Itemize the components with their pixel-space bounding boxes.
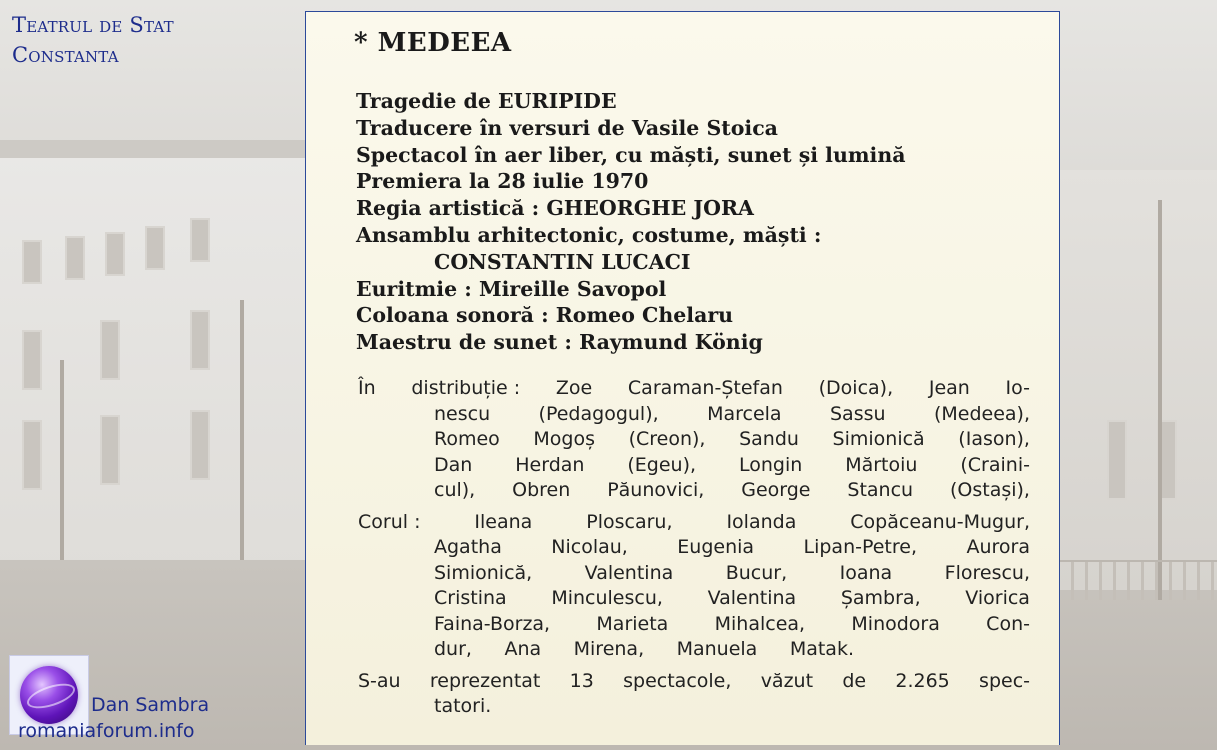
- chorus-line: [358, 561, 1030, 587]
- credit-line: Traducere în versuri de Vasile Stoica: [356, 115, 778, 140]
- performances-line: [358, 694, 1030, 720]
- word: Herdan: [515, 453, 585, 476]
- word: Marieta: [596, 612, 669, 635]
- chorus-line: [358, 612, 1030, 638]
- building-window: [190, 310, 210, 370]
- word: Simionică,: [434, 561, 533, 584]
- word: Lipan-Petre,: [803, 536, 918, 558]
- word: (Creon),: [628, 428, 706, 450]
- credit-line: Spectacol în aer liber, cu măști, sunet și lumină: [356, 142, 906, 167]
- word: (Pedagogul),: [538, 402, 659, 425]
- word: cul),: [434, 479, 476, 501]
- word: nescu: [434, 402, 491, 425]
- building-window: [145, 226, 165, 270]
- building-window: [22, 330, 42, 390]
- word: Corul :: [358, 510, 421, 533]
- cast-line: [358, 453, 1030, 479]
- word: Agatha: [434, 536, 502, 558]
- word: Faina-Borza,: [434, 612, 551, 635]
- watermark-author: Dan Sambra: [91, 694, 210, 716]
- word: Minodora: [851, 612, 940, 635]
- building-right: [1057, 170, 1217, 590]
- word: Sassu: [830, 402, 886, 425]
- word: (Doica),: [818, 377, 894, 399]
- word: S-au: [358, 669, 401, 692]
- cast-line: [358, 478, 1030, 504]
- program-page: [305, 11, 1060, 745]
- word: Matak.: [789, 638, 854, 660]
- word: Io-: [1005, 377, 1030, 399]
- chorus-line: [358, 637, 1030, 663]
- word: Cristina: [434, 587, 507, 609]
- word: Longin: [738, 453, 803, 476]
- word: reprezentat: [429, 669, 541, 692]
- building-window: [22, 240, 42, 284]
- credit-line: Ansamblu arhitectonic, costume, măști :: [356, 222, 822, 247]
- word: Obren: [512, 479, 571, 501]
- chorus-paragraph: [358, 510, 1030, 663]
- cast-line: [358, 402, 1030, 428]
- word: distribuție :: [411, 377, 521, 399]
- word: Florescu,: [944, 561, 1030, 584]
- building-window: [190, 218, 210, 262]
- chorus-line: [358, 535, 1030, 561]
- theater-logo-line2: Constanta: [12, 43, 119, 67]
- word: (Craini-: [960, 453, 1030, 476]
- word: 13: [569, 669, 594, 692]
- word: Eugenia: [677, 536, 755, 558]
- word: Marcela: [707, 402, 782, 425]
- credit-line: Premiera la 28 iulie 1970: [356, 169, 649, 194]
- theater-logo-line1: Teatrul de Stat: [12, 13, 174, 37]
- word: (Medeea),: [933, 402, 1030, 425]
- cast-line: [358, 376, 1030, 402]
- word: Sandu: [739, 428, 799, 450]
- word: Valentina: [584, 561, 674, 584]
- word: (Egeu),: [627, 453, 697, 476]
- word: Mogoș: [533, 428, 595, 450]
- word: Ploscaru,: [586, 510, 673, 533]
- word: spectacole,: [623, 669, 732, 692]
- word: Stancu: [847, 479, 914, 501]
- word: Mihalcea,: [714, 612, 806, 635]
- building-window: [100, 320, 120, 380]
- word: Copăceanu-Mugur,: [850, 510, 1030, 533]
- word: Ioana: [839, 561, 893, 584]
- word: Păunovici,: [607, 479, 705, 501]
- credit-line: CONSTANTIN LUCACI: [434, 249, 691, 274]
- word: Manuela: [676, 638, 758, 660]
- tree-trunk: [240, 300, 244, 560]
- word: tatori.: [434, 695, 492, 717]
- tree-trunk: [60, 360, 64, 560]
- word: Iolanda: [726, 510, 797, 533]
- word: În: [358, 377, 376, 399]
- word: (Iason),: [958, 428, 1030, 450]
- word: Aurora: [966, 536, 1030, 558]
- word: Șambra,: [840, 587, 921, 609]
- building-left: [0, 150, 305, 570]
- credit-line: Euritmie : Mireille Savopol: [356, 276, 667, 301]
- building-window: [1107, 420, 1127, 500]
- cast-paragraph: [358, 376, 1030, 504]
- word: (Ostași),: [949, 479, 1030, 501]
- fence: [1057, 560, 1217, 600]
- word: Caraman-Ștefan: [627, 377, 783, 399]
- word: Jean: [928, 377, 970, 399]
- credits-block: [356, 88, 906, 356]
- building-window: [105, 232, 125, 276]
- watermark-site: romaniaforum.info: [18, 720, 195, 742]
- word: văzut: [760, 669, 814, 692]
- credit-line: Coloana sonoră : Romeo Chelaru: [356, 303, 734, 328]
- building-window: [65, 236, 85, 280]
- word: Ileana: [474, 510, 533, 533]
- word: Zoe: [555, 377, 593, 399]
- word: Viorica: [965, 587, 1030, 609]
- word: 2.265: [895, 669, 950, 692]
- word: Dan: [434, 453, 473, 476]
- theater-logo: [12, 10, 174, 70]
- word: spec-: [979, 669, 1030, 692]
- credit-line: Maestru de sunet : Raymund König: [356, 330, 763, 355]
- performances-paragraph: [358, 669, 1030, 720]
- word: George: [741, 479, 811, 501]
- word: Con-: [986, 612, 1030, 635]
- cast-block: [358, 376, 1030, 720]
- performances-line: [358, 669, 1030, 695]
- word: Mirena,: [573, 638, 645, 660]
- word: de: [842, 669, 867, 692]
- chorus-line: [358, 510, 1030, 536]
- play-title: * MEDEEA: [354, 28, 512, 58]
- word: Minculescu,: [551, 587, 663, 609]
- credit-line: Regia artistică : GHEORGHE JORA: [356, 196, 754, 221]
- word: Bucur,: [725, 561, 788, 584]
- cast-line: [358, 427, 1030, 453]
- word: Simionică: [832, 428, 925, 450]
- word: dur,: [434, 638, 472, 660]
- globe-icon: [20, 666, 78, 724]
- building-roofline: [0, 140, 305, 158]
- word: Mărtoiu: [845, 453, 918, 476]
- word: Valentina: [707, 587, 797, 609]
- tree-trunk: [1158, 200, 1162, 600]
- building-window: [190, 410, 210, 480]
- chorus-line: [358, 586, 1030, 612]
- credit-line: Tragedie de EURIPIDE: [356, 89, 617, 113]
- word: Nicolau,: [551, 536, 628, 558]
- word: Romeo: [434, 428, 500, 450]
- building-window: [22, 420, 42, 490]
- building-window: [100, 415, 120, 485]
- word: Ana: [504, 638, 542, 660]
